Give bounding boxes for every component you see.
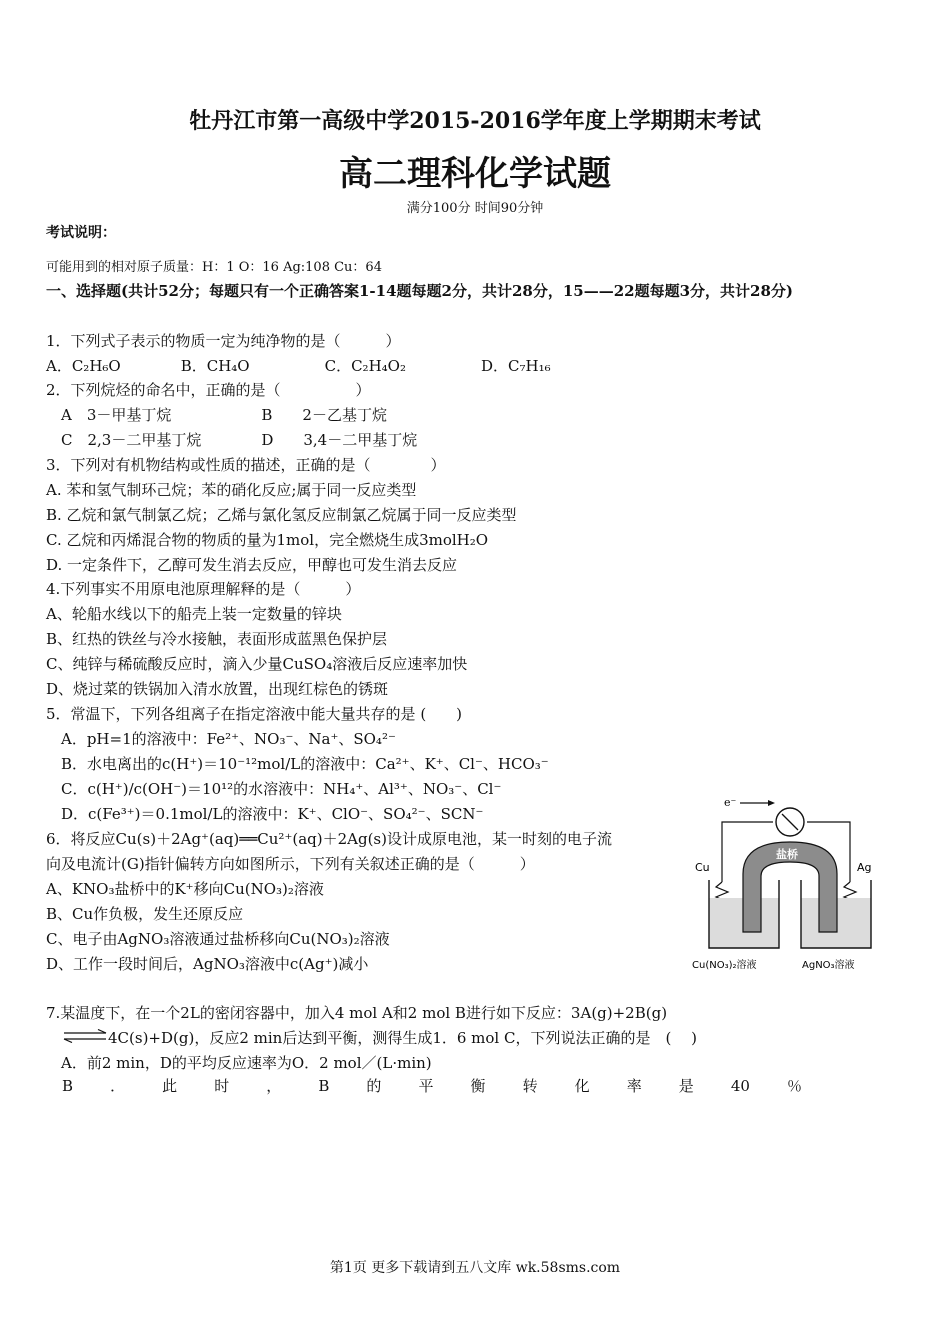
electron-arrow-head-icon	[768, 800, 775, 806]
q1-options: A．C₂H₆O B．CH₄O C．C₂H₄O₂ D．C₇H₁₆	[46, 357, 551, 375]
exam-instructions-heading: 考试说明：	[46, 225, 116, 241]
score-time-note: 满分100分 时间90分钟	[406, 201, 544, 216]
salt-bridge-label: 盐桥	[776, 848, 798, 861]
q7-b-char: 此	[162, 1077, 178, 1095]
q5-option-b: B．水电离出的c(H⁺)＝10⁻¹²mol/L的溶液中：Ca²⁺、K⁺、Cl⁻、HCO₃⁻	[46, 755, 549, 773]
q7-option-a: A．前2 min，D的平均反应速率为O．2 mol／(L·min)	[46, 1054, 432, 1072]
q6-stem-line2: 向及电流计(G)指针偏转方向如图所示，下列有关叙述正确的是（ ）	[46, 855, 535, 873]
q7-b-char: 是	[678, 1077, 694, 1095]
atomic-masses: 可能用到的相对原子质量：H：1 O：16 Ag:108 Cu：64	[46, 260, 382, 275]
equilibrium-arrow-icon	[62, 1029, 108, 1043]
q7-b-char: 转	[522, 1077, 538, 1095]
q2-stem: 2．下列烷烃的命名中，正确的是（ ）	[46, 381, 371, 399]
q4-option-a: A、轮船水线以下的船壳上装一定数量的锌块	[46, 605, 342, 623]
q6-option-d: D、工作一段时间后，AgNO₃溶液中c(Ag⁺)减小	[46, 955, 369, 973]
cu-label: Cu	[695, 861, 710, 874]
q5-stem: 5．常温下，下列各组离子在指定溶液中能大量共存的是 ( )	[46, 705, 463, 723]
q4-option-c: C、纯锌与稀硫酸反应时，滴入少量CuSO₄溶液后反应速率加快	[46, 655, 468, 673]
q7-b-char: 40	[730, 1077, 750, 1095]
right-solution-label: AgNO₃溶液	[802, 960, 855, 971]
q7-b-char: 的	[366, 1077, 382, 1095]
q7-stem-line2: 4C(s)+D(g)，反应2 min后达到平衡，测得生成1．6 mol C，下列说法正确的是 ( )	[108, 1029, 697, 1047]
q7-b-char: ．	[110, 1077, 126, 1095]
q5-option-a: A．pH=1的溶液中：Fe²⁺、NO₃⁻、Na⁺、SO₄²⁻	[46, 730, 396, 748]
section-heading: 一、选择题(共计52分；每题只有一个正确答案1-14题每题2分，共计28分，15——22题每题3分，共计28分)	[46, 282, 793, 300]
q7-b-char: 平	[418, 1077, 434, 1095]
q3-option-d: D. 一定条件下，乙醇可发生消去反应，甲醇也可发生消去反应	[46, 556, 458, 574]
q4-option-d: D、烧过菜的铁锅加入清水放置，出现红棕色的锈斑	[46, 680, 389, 698]
q5-option-d: D．c(Fe³⁺)＝0.1mol/L的溶液中：K⁺、ClO⁻、SO₄²⁻、SCN⁻	[46, 805, 484, 823]
school-title: 牡丹江市第一高级中学2015-2016学年度上学期期末考试	[189, 108, 761, 134]
q3-stem: 3．下列对有机物结构或性质的描述，正确的是（ ）	[46, 456, 446, 474]
q7-b-char: 时	[214, 1077, 230, 1095]
q3-option-b: B. 乙烷和氯气制氯乙烷；乙烯与氯化氢反应制氯乙烷属于同一反应类型	[46, 506, 517, 524]
q7-b-char: 率	[626, 1077, 642, 1095]
q1-stem: 1．下列式子表示的物质一定为纯净物的是（ ）	[46, 332, 401, 350]
q6-option-c: C、电子由AgNO₃溶液通过盐桥移向Cu(NO₃)₂溶液	[46, 930, 390, 948]
electron-label: e⁻	[724, 796, 737, 809]
left-solution-label: Cu(NO₃)₂溶液	[692, 960, 757, 971]
q7-b-char: ％	[786, 1077, 802, 1095]
q2-options-row2: C 2,3－二甲基丁烷 D 3,4－二甲基丁烷	[46, 431, 418, 449]
page-footer: 第1页 更多下载请到五八文库 wk.58sms.com	[329, 1260, 621, 1276]
galvanic-cell-diagram	[690, 792, 882, 977]
q3-option-a: A. 苯和氢气制环己烷；苯的硝化反应;属于同一反应类型	[46, 481, 417, 499]
ag-label: Ag	[857, 861, 872, 874]
q2-options-row1: A 3－甲基丁烷 B 2－乙基丁烷	[46, 406, 387, 424]
q3-option-c: C. 乙烷和丙烯混合物的物质的量为1mol，完全燃烧生成3molH₂O	[46, 531, 489, 549]
q7-b-char: 衡	[470, 1077, 486, 1095]
q7-b-char: ，	[266, 1077, 282, 1095]
main-title: 高二理科化学试题	[339, 154, 611, 194]
q6-option-a: A、KNO₃盐桥中的K⁺移向Cu(NO₃)₂溶液	[46, 880, 324, 898]
q4-option-b: B、红热的铁丝与冷水接触，表面形成蓝黑色保护层	[46, 630, 388, 648]
q6-stem-line1: 6．将反应Cu(s)＋2Ag⁺(aq)══Cu²⁺(aq)＋2Ag(s)设计成原电池，某一时刻的电子流	[46, 830, 612, 848]
q5-option-c: C．c(H⁺)/c(OH⁻)＝10¹²的水溶液中：NH₄⁺、Al³⁺、NO₃⁻、Cl⁻	[46, 780, 502, 798]
q7-stem-line1: 7.某温度下，在一个2L的密闭容器中，加入4 mol A和2 mol B进行如下反应：3A(g)+2B(g)	[46, 1004, 668, 1022]
q7-b-char: 化	[574, 1077, 590, 1095]
q6-option-b: B、Cu作负极，发生还原反应	[46, 905, 244, 923]
q7-b-char: B	[62, 1077, 74, 1095]
q4-stem: 4.下列事实不用原电池原理解释的是（ ）	[46, 580, 361, 598]
q7-option-b	[62, 1076, 802, 1096]
q7-b-char: B	[318, 1077, 330, 1095]
